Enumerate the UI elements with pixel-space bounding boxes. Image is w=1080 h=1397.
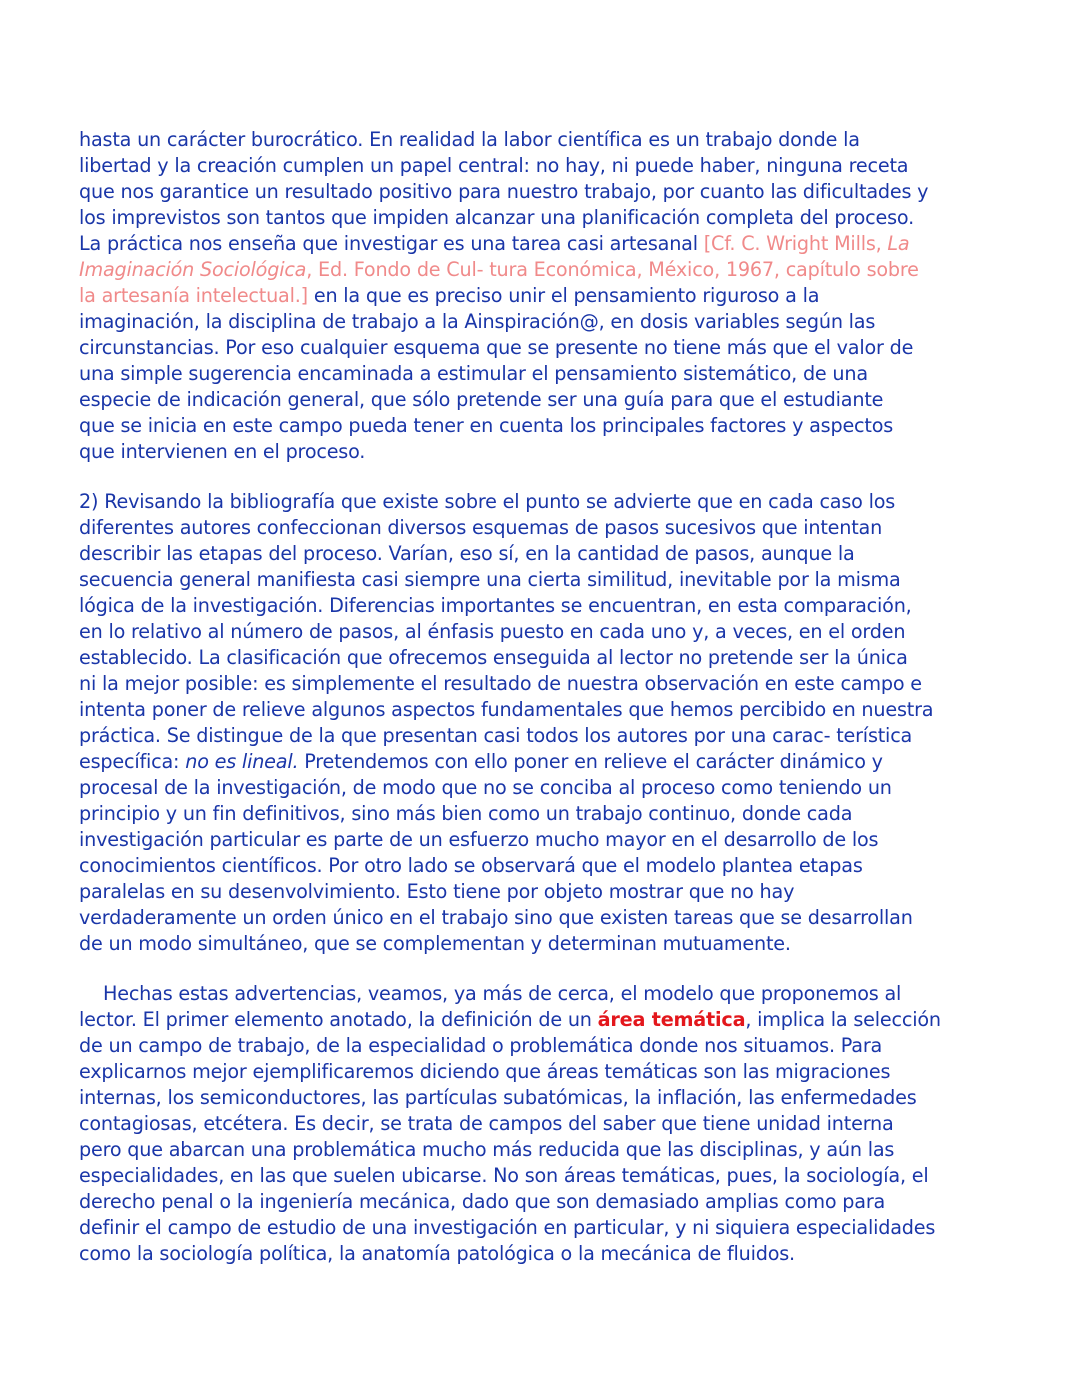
citation-reference: [Cf. C. Wright Mills, bbox=[703, 232, 888, 255]
document-body bbox=[79, 127, 1024, 1267]
text-line: lógica de la investigación. Diferencias importantes se encuentran, en esta comparación, bbox=[79, 594, 912, 617]
text-line bbox=[79, 283, 1024, 309]
text-segment: , implica la selección bbox=[745, 1008, 941, 1031]
text-line: una simple sugerencia encaminada a estimular el pensamiento sistemático, de una bbox=[79, 362, 868, 385]
text-line: de un modo simultáneo, que se complementan y determinan mutuamente. bbox=[79, 932, 791, 955]
text-line: práctica. Se distingue de la que presentan casi todos los autores por una carac- terística bbox=[79, 724, 913, 747]
text-line bbox=[79, 749, 1024, 775]
text-segment: La práctica nos enseña que investigar es una tarea casi artesanal bbox=[79, 232, 704, 255]
text-line: que se inicia en este campo pueda tener en cuenta los principales factores y aspectos bbox=[79, 414, 894, 437]
text-line: hasta un carácter burocrático. En realidad la labor científica es un trabajo donde la bbox=[79, 128, 860, 151]
paragraph-1 bbox=[79, 127, 1024, 465]
text-line: diferentes autores confeccionan diversos esquemas de pasos sucesivos que intentan bbox=[79, 516, 883, 539]
text-line: procesal de la investigación, de modo que no se conciba al proceso como teniendo un bbox=[79, 776, 892, 799]
text-segment: específica: bbox=[79, 750, 186, 773]
text-line bbox=[79, 231, 1024, 257]
text-line: conocimientos científicos. Por otro lado se observará que el modelo plantea etapas bbox=[79, 854, 863, 877]
text-line: investigación particular es parte de un esfuerzo mucho mayor en el desarrollo de los bbox=[79, 828, 879, 851]
text-line: secuencia general manifiesta casi siempre una cierta similitud, inevitable por la misma bbox=[79, 568, 901, 591]
paragraph-spacer bbox=[79, 957, 1024, 981]
text-line: libertad y la creación cumplen un papel central: no hay, ni puede haber, ninguna receta bbox=[79, 154, 909, 177]
italic-emphasis: no es lineal. bbox=[185, 750, 299, 773]
text-line: definir el campo de estudio de una investigación en particular, y ni siquiera especialidades bbox=[79, 1216, 936, 1239]
text-line: explicarnos mejor ejemplificaremos diciendo que áreas temáticas son las migraciones bbox=[79, 1060, 891, 1083]
text-segment: lector. El primer elemento anotado, la definición de un bbox=[79, 1008, 598, 1031]
text-line: especie de indicación general, que sólo pretende ser una guía para que el estudiante bbox=[79, 388, 884, 411]
text-line bbox=[79, 1007, 1024, 1033]
text-line: derecho penal o la ingeniería mecánica, dado que son demasiado amplias como para bbox=[79, 1190, 886, 1213]
text-line bbox=[79, 257, 1024, 283]
text-line: ni la mejor posible: es simplemente el resultado de nuestra observación en este campo e bbox=[79, 672, 922, 695]
citation-reference: , Ed. Fondo de Cul- tura Económica, México, 1967, capítulo sobre bbox=[306, 258, 919, 281]
text-line: que intervienen en el proceso. bbox=[79, 440, 366, 463]
text-line: pero que abarcan una problemática mucho más reducida que las disciplinas, y aún las bbox=[79, 1138, 895, 1161]
text-line: intenta poner de relieve algunos aspectos fundamentales que hemos percibido en nuestra bbox=[79, 698, 934, 721]
text-line: 2) Revisando la bibliografía que existe sobre el punto se advierte que en cada caso los bbox=[79, 490, 896, 513]
citation-reference: la artesanía intelectual.] bbox=[79, 284, 308, 307]
highlighted-term: área temática bbox=[597, 1008, 746, 1031]
text-line: Hechas estas advertencias, veamos, ya más de cerca, el modelo que proponemos al bbox=[103, 982, 902, 1005]
text-line: que nos garantice un resultado positivo para nuestro trabajo, por cuanto las dificultades y bbox=[79, 180, 929, 203]
text-segment: en la que es preciso unir el pensamiento riguroso a la bbox=[307, 284, 820, 307]
citation-title-italic: La bbox=[887, 232, 910, 255]
text-line: circunstancias. Por eso cualquier esquema que se presente no tiene más que el valor de bbox=[79, 336, 914, 359]
text-line: paralelas en su desenvolvimiento. Esto tiene por objeto mostrar que no hay bbox=[79, 880, 795, 903]
text-line: establecido. La clasificación que ofrecemos enseguida al lector no pretende ser la única bbox=[79, 646, 908, 669]
text-line: internas, los semiconductores, las partículas subatómicas, la inflación, las enfermedades bbox=[79, 1086, 917, 1109]
text-line: especialidades, en las que suelen ubicarse. No son áreas temáticas, pues, la sociología, el bbox=[79, 1164, 929, 1187]
text-line: principio y un fin definitivos, sino más bien como un trabajo continuo, donde cada bbox=[79, 802, 853, 825]
paragraph-2 bbox=[79, 489, 1024, 957]
text-segment: Pretendemos con ello poner en relieve el carácter dinámico y bbox=[298, 750, 883, 773]
text-line: contagiosas, etcétera. Es decir, se trata de campos del saber que tiene unidad interna bbox=[79, 1112, 894, 1135]
text-line: verdaderamente un orden único en el trabajo sino que existen tareas que se desarrollan bbox=[79, 906, 913, 929]
text-line: imaginación, la disciplina de trabajo a la Ainspiración@, en dosis variables según las bbox=[79, 310, 876, 333]
paragraph-spacer bbox=[79, 465, 1024, 489]
text-line: de un campo de trabajo, de la especialidad o problemática donde nos situamos. Para bbox=[79, 1034, 883, 1057]
citation-title-italic: Imaginación Sociológica bbox=[79, 258, 307, 281]
text-line: en lo relativo al número de pasos, al énfasis puesto en cada uno y, a veces, en el orden bbox=[79, 620, 906, 643]
text-line: describir las etapas del proceso. Varían, eso sí, en la cantidad de pasos, aunque la bbox=[79, 542, 855, 565]
text-line: como la sociología política, la anatomía patológica o la mecánica de fluidos. bbox=[79, 1242, 795, 1265]
paragraph-3 bbox=[79, 981, 1024, 1267]
text-line: los imprevistos son tantos que impiden alcanzar una planificación completa del proceso. bbox=[79, 206, 915, 229]
